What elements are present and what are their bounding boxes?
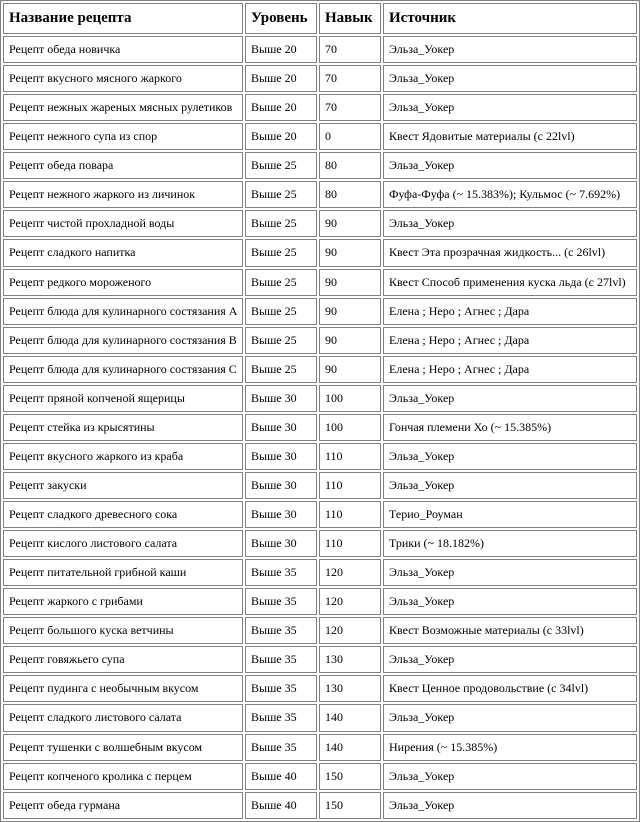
table-row: [3, 36, 637, 63]
skill-cell: 110: [319, 530, 381, 557]
source-cell: Гончая племени Хо (~ 15.385%): [383, 414, 637, 441]
level-cell: Выше 20: [245, 123, 317, 150]
recipe-name-cell: Рецепт кислого листового салата: [3, 530, 243, 557]
recipe-name-cell: Рецепт обеда повара: [3, 152, 243, 179]
skill-cell: 90: [319, 356, 381, 383]
skill-cell: 110: [319, 472, 381, 499]
table-row: [3, 734, 637, 761]
level-cell: Выше 20: [245, 94, 317, 121]
source-cell: Эльза_Уокер: [383, 559, 637, 586]
recipe-name-cell: Рецепт питательной грибной каши: [3, 559, 243, 586]
recipe-name-cell: Рецепт большого куска ветчины: [3, 617, 243, 644]
skill-cell: 130: [319, 646, 381, 673]
source-cell: Эльза_Уокер: [383, 36, 637, 63]
table-row: [3, 530, 637, 557]
table-row: [3, 65, 637, 92]
skill-cell: 70: [319, 94, 381, 121]
table-row: [3, 356, 637, 383]
skill-cell: 90: [319, 210, 381, 237]
level-cell: Выше 25: [245, 181, 317, 208]
table-row: [3, 501, 637, 528]
level-cell: Выше 25: [245, 356, 317, 383]
recipe-name-cell: Рецепт нежных жареных мясных рулетиков: [3, 94, 243, 121]
table-row: [3, 617, 637, 644]
level-cell: Выше 20: [245, 36, 317, 63]
source-cell: Эльза_Уокер: [383, 152, 637, 179]
recipe-name-cell: Рецепт вкусного жаркого из краба: [3, 443, 243, 470]
recipe-name-cell: Рецепт пряной копченой ящерицы: [3, 385, 243, 412]
level-cell: Выше 25: [245, 152, 317, 179]
source-cell: Эльза_Уокер: [383, 646, 637, 673]
level-cell: Выше 30: [245, 385, 317, 412]
level-cell: Выше 30: [245, 530, 317, 557]
table-row: [3, 792, 637, 819]
skill-cell: 110: [319, 501, 381, 528]
header-source: Источник: [383, 3, 637, 34]
level-cell: Выше 35: [245, 588, 317, 615]
recipe-name-cell: Рецепт сладкого листового салата: [3, 704, 243, 731]
recipe-name-cell: Рецепт чистой прохладной воды: [3, 210, 243, 237]
level-cell: Выше 20: [245, 65, 317, 92]
level-cell: Выше 25: [245, 239, 317, 266]
table-row: [3, 443, 637, 470]
recipe-name-cell: Рецепт пудинга с необычным вкусом: [3, 675, 243, 702]
source-cell: Елена ; Неро ; Агнес ; Дара: [383, 356, 637, 383]
source-cell: Эльза_Уокер: [383, 588, 637, 615]
source-cell: Квест Эта прозрачная жидкость... (с 26lvl): [383, 239, 637, 266]
table-row: [3, 472, 637, 499]
source-cell: Елена ; Неро ; Агнес ; Дара: [383, 298, 637, 325]
header-skill: Навык: [319, 3, 381, 34]
source-cell: Квест Ценное продовольствие (с 34lvl): [383, 675, 637, 702]
recipe-name-cell: Рецепт редкого мороженого: [3, 269, 243, 296]
level-cell: Выше 35: [245, 646, 317, 673]
source-cell: Квест Возможные материалы (с 33lvl): [383, 617, 637, 644]
recipe-name-cell: Рецепт блюда для кулинарного состязания A: [3, 298, 243, 325]
skill-cell: 70: [319, 65, 381, 92]
recipe-name-cell: Рецепт нежного супа из спор: [3, 123, 243, 150]
skill-cell: 70: [319, 36, 381, 63]
skill-cell: 100: [319, 414, 381, 441]
skill-cell: 80: [319, 152, 381, 179]
recipe-name-cell: Рецепт блюда для кулинарного состязания B: [3, 327, 243, 354]
source-cell: Эльза_Уокер: [383, 210, 637, 237]
skill-cell: 0: [319, 123, 381, 150]
source-cell: Нирения (~ 15.385%): [383, 734, 637, 761]
recipe-name-cell: Рецепт тушенки с волшебным вкусом: [3, 734, 243, 761]
table-row: [3, 414, 637, 441]
recipe-name-cell: Рецепт говяжьего супа: [3, 646, 243, 673]
recipe-name-cell: Рецепт закуски: [3, 472, 243, 499]
recipe-name-cell: Рецепт вкусного мясного жаркого: [3, 65, 243, 92]
table-row: [3, 559, 637, 586]
recipe-name-cell: Рецепт сладкого напитка: [3, 239, 243, 266]
skill-cell: 90: [319, 298, 381, 325]
table-row: [3, 763, 637, 790]
source-cell: Квест Ядовитые материалы (с 22lvl): [383, 123, 637, 150]
level-cell: Выше 30: [245, 501, 317, 528]
table-row: [3, 704, 637, 731]
level-cell: Выше 35: [245, 559, 317, 586]
skill-cell: 140: [319, 704, 381, 731]
recipe-name-cell: Рецепт стейка из крысятины: [3, 414, 243, 441]
skill-cell: 90: [319, 269, 381, 296]
source-cell: Эльза_Уокер: [383, 472, 637, 499]
level-cell: Выше 35: [245, 675, 317, 702]
table-row: [3, 210, 637, 237]
header-row: [3, 3, 637, 34]
table-row: [3, 123, 637, 150]
table-row: [3, 181, 637, 208]
source-cell: Эльза_Уокер: [383, 65, 637, 92]
skill-cell: 120: [319, 617, 381, 644]
recipe-name-cell: Рецепт копченого кролика с перцем: [3, 763, 243, 790]
table-row: [3, 94, 637, 121]
table-row: [3, 298, 637, 325]
table-row: [3, 588, 637, 615]
level-cell: Выше 25: [245, 327, 317, 354]
source-cell: Квест Способ применения куска льда (с 27lvl): [383, 269, 637, 296]
table-row: [3, 239, 637, 266]
header-recipe-name: Название рецепта: [3, 3, 243, 34]
table-row: [3, 327, 637, 354]
skill-cell: 130: [319, 675, 381, 702]
skill-cell: 120: [319, 588, 381, 615]
recipe-name-cell: Рецепт обеда новичка: [3, 36, 243, 63]
skill-cell: 110: [319, 443, 381, 470]
recipe-name-cell: Рецепт жаркого с грибами: [3, 588, 243, 615]
level-cell: Выше 35: [245, 704, 317, 731]
source-cell: Трики (~ 18.182%): [383, 530, 637, 557]
recipe-name-cell: Рецепт сладкого древесного сока: [3, 501, 243, 528]
table-row: [3, 385, 637, 412]
skill-cell: 150: [319, 792, 381, 819]
source-cell: Эльза_Уокер: [383, 763, 637, 790]
table-row: [3, 152, 637, 179]
source-cell: Эльза_Уокер: [383, 443, 637, 470]
source-cell: Эльза_Уокер: [383, 792, 637, 819]
level-cell: Выше 30: [245, 472, 317, 499]
skill-cell: 80: [319, 181, 381, 208]
source-cell: Терио_Роуман: [383, 501, 637, 528]
table-body: [3, 36, 637, 819]
skill-cell: 150: [319, 763, 381, 790]
recipe-name-cell: Рецепт нежного жаркого из личинок: [3, 181, 243, 208]
skill-cell: 120: [319, 559, 381, 586]
skill-cell: 100: [319, 385, 381, 412]
skill-cell: 90: [319, 239, 381, 266]
recipe-name-cell: Рецепт блюда для кулинарного состязания C: [3, 356, 243, 383]
skill-cell: 90: [319, 327, 381, 354]
table-row: [3, 269, 637, 296]
level-cell: Выше 35: [245, 734, 317, 761]
source-cell: Эльза_Уокер: [383, 704, 637, 731]
table-row: [3, 646, 637, 673]
level-cell: Выше 25: [245, 269, 317, 296]
source-cell: Эльза_Уокер: [383, 385, 637, 412]
level-cell: Выше 30: [245, 414, 317, 441]
recipe-name-cell: Рецепт обеда гурмана: [3, 792, 243, 819]
level-cell: Выше 30: [245, 443, 317, 470]
source-cell: Фуфа-Фуфа (~ 15.383%); Кульмос (~ 7.692%): [383, 181, 637, 208]
level-cell: Выше 25: [245, 298, 317, 325]
skill-cell: 140: [319, 734, 381, 761]
level-cell: Выше 35: [245, 617, 317, 644]
table-row: [3, 675, 637, 702]
header-level: Уровень: [245, 3, 317, 34]
source-cell: Елена ; Неро ; Агнес ; Дара: [383, 327, 637, 354]
source-cell: Эльза_Уокер: [383, 94, 637, 121]
level-cell: Выше 40: [245, 763, 317, 790]
level-cell: Выше 40: [245, 792, 317, 819]
level-cell: Выше 25: [245, 210, 317, 237]
